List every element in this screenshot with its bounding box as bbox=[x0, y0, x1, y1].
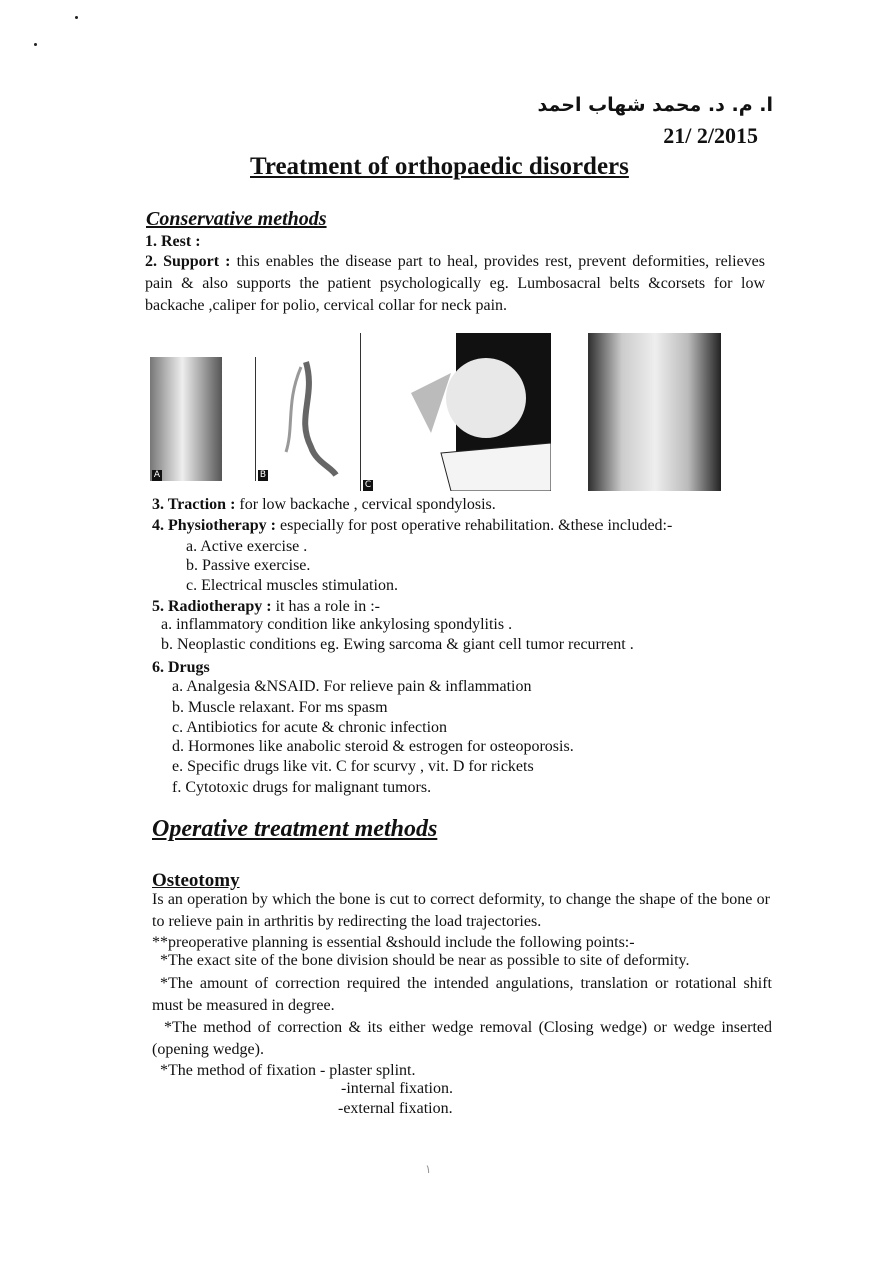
physio-subitem: a. Active exercise . bbox=[186, 538, 308, 555]
drug-subitem: b. Muscle relaxant. For ms spasm bbox=[172, 699, 388, 716]
page-number-mark: ١ bbox=[425, 1162, 432, 1176]
document-date: 21/ 2/2015 bbox=[663, 123, 758, 148]
drugs-item: 6. Drugs bbox=[152, 659, 210, 676]
osteotomy-definition: Is an operation by which the bone is cut to correct deformity, to change the shape of the bone or to relieve pain in arthritis by redirecting the load trajectories. bbox=[152, 891, 770, 930]
author-name: ا. م. د. محمد شهاب احمد bbox=[537, 94, 773, 116]
radio-subitem: b. Neoplastic conditions eg. Ewing sarcoma & giant cell tumor recurrent . bbox=[161, 636, 634, 653]
support-paragraph: 2. Support : this enables the disease part to heal, provides rest, prevent deformities, relieves pain & also supports the patient psychologically eg. Lumbosacral belts &corsets for low backache ,caliper for polio, cervical collar for neck pain. bbox=[145, 253, 765, 314]
operative-heading: Operative treatment methods bbox=[152, 816, 438, 842]
planning-point: *The amount of correction required the intended angulations, translation or rotational shift must be measured in degree. bbox=[152, 975, 772, 1014]
figure-label-b: B bbox=[259, 470, 267, 480]
physio-subitem: c. Electrical muscles stimulation. bbox=[186, 577, 398, 594]
brace-photo bbox=[255, 357, 356, 481]
corset-photo bbox=[588, 333, 721, 491]
physio-subitem: b. Passive exercise. bbox=[186, 557, 311, 574]
cervical-collar-photo bbox=[360, 333, 551, 491]
conservative-heading: Conservative methods bbox=[146, 208, 327, 230]
planning-point: *The method of fixation - plaster splint. bbox=[160, 1062, 416, 1079]
leg-brace-drawing bbox=[256, 357, 356, 481]
fixation-option: -internal fixation. bbox=[341, 1080, 453, 1097]
caliper-photo bbox=[150, 357, 222, 481]
drug-subitem: c. Antibiotics for acute & chronic infection bbox=[172, 719, 448, 736]
planning-note: **preoperative planning is essential &should include the following points:- bbox=[152, 934, 635, 951]
planning-point: *The method of correction & its either wedge removal (Closing wedge) or wedge inserted (opening wedge). bbox=[152, 1019, 772, 1058]
osteotomy-heading: Osteotomy bbox=[152, 870, 240, 891]
radiotherapy-item: 5. Radiotherapy : it has a role in :- bbox=[152, 598, 380, 615]
rest-item: 1. Rest : bbox=[145, 233, 201, 250]
scan-speck bbox=[34, 43, 37, 46]
traction-item: 3. Traction : for low backache , cervical spondylosis. bbox=[152, 496, 496, 513]
figure-label-a: A bbox=[153, 470, 161, 480]
radio-subitem: a. inflammatory condition like ankylosing spondylitis . bbox=[161, 616, 513, 633]
fixation-option: -external fixation. bbox=[338, 1100, 453, 1117]
collar-drawing bbox=[361, 333, 551, 491]
drug-subitem: d. Hormones like anabolic steroid & estrogen for osteoporosis. bbox=[172, 738, 574, 755]
figure-label-c: C bbox=[364, 480, 372, 490]
planning-point: *The exact site of the bone division should be near as possible to site of deformity. bbox=[160, 952, 690, 969]
drug-subitem: f. Cytotoxic drugs for malignant tumors. bbox=[172, 779, 432, 796]
scan-speck bbox=[75, 16, 78, 19]
drug-subitem: a. Analgesia &NSAID. For relieve pain & inflammation bbox=[172, 678, 532, 695]
drug-subitem: e. Specific drugs like vit. C for scurvy , vit. D for rickets bbox=[172, 758, 534, 775]
page-title: Treatment of orthopaedic disorders bbox=[250, 153, 629, 180]
physiotherapy-item: 4. Physiotherapy : especially for post operative rehabilitation. &these included:- bbox=[152, 517, 673, 534]
